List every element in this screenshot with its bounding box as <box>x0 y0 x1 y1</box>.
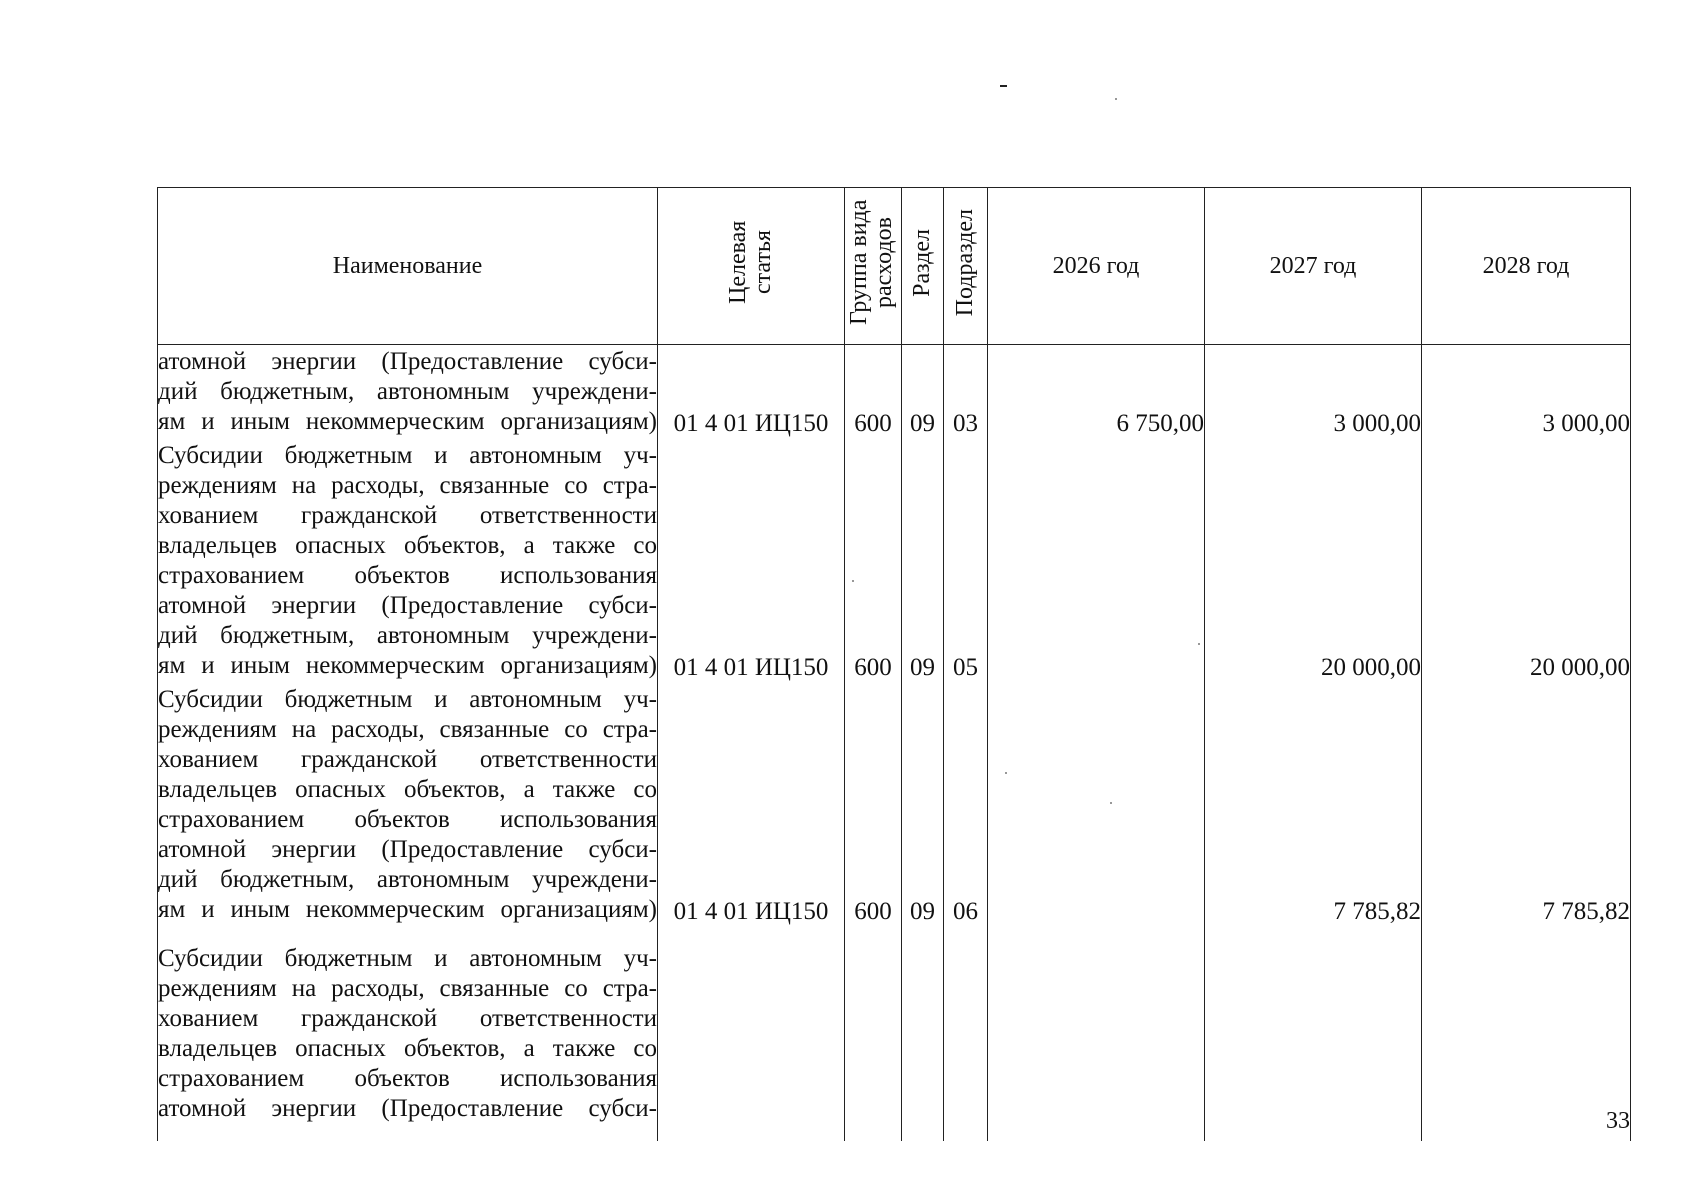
row-expense-group-value: 600 <box>854 410 892 437</box>
row-amount-2027 <box>1205 683 1422 927</box>
table-row <box>158 439 1631 683</box>
header-expense-group: Группа вида расходов <box>845 188 902 345</box>
row-amount-2026 <box>988 439 1205 683</box>
row-expense-group <box>845 927 902 1141</box>
row-amount-2026-value <box>988 927 1204 1141</box>
row-target-article <box>658 345 845 440</box>
name-line: ям и иным некоммерческим организациям) <box>158 896 657 923</box>
name-line: ям и иным некоммерческим организациям) <box>158 652 657 679</box>
row-amount-2027 <box>1205 345 1422 440</box>
name-line: хованием гражданской ответственности <box>158 502 657 529</box>
row-section <box>902 439 944 683</box>
row-section <box>902 927 944 1141</box>
name-line: реждениям на расходы, связанные со стра- <box>158 975 657 1002</box>
page-number: 33 <box>1606 1108 1630 1134</box>
row-amount-2026-value: 6 750,00 <box>1116 410 1204 437</box>
name-line: дий бюджетным, автономным учреждени- <box>158 622 657 649</box>
row-amount-2026-value <box>988 454 1204 668</box>
name-line: владельцев опасных объектов, а также со <box>158 532 657 559</box>
name-line: Субсидии бюджетным и автономным уч- <box>158 686 657 713</box>
row-subsection-value <box>944 927 987 1141</box>
row-amount-2027-value: 3 000,00 <box>1333 410 1421 437</box>
row-subsection <box>944 345 988 440</box>
row-expense-group-value <box>845 927 901 1141</box>
name-line: Субсидии бюджетным и автономным уч- <box>158 442 657 469</box>
row-amount-2027-value: 7 785,82 <box>1333 898 1421 925</box>
row-target-article <box>658 927 845 1141</box>
row-amount-2026 <box>988 345 1205 440</box>
row-amount-2027 <box>1205 439 1422 683</box>
name-line: атомной энергии (Предоставление субси- <box>158 348 657 375</box>
row-section-value <box>902 927 943 1141</box>
row-amount-2028-value: 3 000,00 <box>1542 410 1630 437</box>
row-subsection <box>944 927 988 1141</box>
name-line: дий бюджетным, автономным учреждени- <box>158 866 657 893</box>
row-amount-2028-value: 20 000,00 <box>1530 654 1630 681</box>
scan-speck <box>1115 98 1117 100</box>
table-row <box>158 345 1631 440</box>
header-subsection: Подраздел <box>944 188 988 345</box>
row-subsection <box>944 683 988 927</box>
table-header-row <box>158 188 1631 345</box>
row-target-article-value: 01 4 01 ИЦ150 <box>673 410 829 437</box>
row-section-value: 09 <box>910 898 935 925</box>
table-row <box>158 927 1631 1141</box>
row-amount-2026 <box>988 683 1205 927</box>
header-name: Наименование <box>158 188 658 345</box>
row-section-value: 09 <box>910 410 935 437</box>
row-target-article-value <box>658 927 844 1141</box>
budget-table <box>157 187 1631 1141</box>
row-amount-2028 <box>1422 345 1631 440</box>
header-year-2026: 2026 год <box>988 188 1205 345</box>
row-amount-2028 <box>1422 683 1631 927</box>
name-line: страхованием объектов использования <box>158 806 657 833</box>
row-amount-2028 <box>1422 439 1631 683</box>
row-name-cell <box>158 439 658 683</box>
name-line: реждениям на расходы, связанные со стра- <box>158 716 657 743</box>
row-expense-group-value: 600 <box>854 654 892 681</box>
row-target-article <box>658 439 845 683</box>
name-line: хованием гражданской ответственности <box>158 746 657 773</box>
name-line: Субсидии бюджетным и автономным уч- <box>158 945 657 972</box>
name-line: реждениям на расходы, связанные со стра- <box>158 472 657 499</box>
row-expense-group <box>845 345 902 440</box>
row-name-cell <box>158 345 658 440</box>
row-section <box>902 345 944 440</box>
name-line: атомной энергии (Предоставление субси- <box>158 592 657 619</box>
header-year-2027: 2027 год <box>1205 188 1422 345</box>
name-line: владельцев опасных объектов, а также со <box>158 1035 657 1062</box>
row-section-value: 09 <box>910 654 935 681</box>
name-line: хованием гражданской ответственности <box>158 1005 657 1032</box>
name-line: атомной энергии (Предоставление субси- <box>158 1095 657 1122</box>
name-line: дий бюджетным, автономным учреждени- <box>158 378 657 405</box>
row-name-cell <box>158 683 658 927</box>
row-target-article <box>658 683 845 927</box>
row-name-cell <box>158 927 658 1141</box>
row-section <box>902 683 944 927</box>
row-amount-2026 <box>988 927 1205 1141</box>
name-line: атомной энергии (Предоставление субси- <box>158 836 657 863</box>
row-target-article-value: 01 4 01 ИЦ150 <box>673 898 829 925</box>
name-line: ям и иным некоммерческим организациям) <box>158 408 657 435</box>
row-amount-2027-value <box>1205 927 1421 1141</box>
row-subsection <box>944 439 988 683</box>
name-line: страхованием объектов использования <box>158 562 657 589</box>
row-expense-group <box>845 439 902 683</box>
row-amount-2027-value: 20 000,00 <box>1321 654 1421 681</box>
row-target-article-value: 01 4 01 ИЦ150 <box>673 654 829 681</box>
name-line: владельцев опасных объектов, а также со <box>158 776 657 803</box>
row-expense-group-value: 600 <box>854 898 892 925</box>
header-year-2028: 2028 год <box>1422 188 1631 345</box>
row-subsection-value: 06 <box>953 898 978 925</box>
name-line: страхованием объектов использования <box>158 1065 657 1092</box>
row-expense-group <box>845 683 902 927</box>
row-subsection-value: 05 <box>953 654 978 681</box>
row-amount-2028-value <box>1422 927 1630 1141</box>
header-section: Раздел <box>902 188 944 345</box>
row-amount-2026-value <box>988 698 1204 912</box>
header-target-article: Целевая статья <box>658 188 845 345</box>
scan-mark <box>1000 85 1007 87</box>
row-amount-2028-value: 7 785,82 <box>1542 898 1630 925</box>
row-amount-2027 <box>1205 927 1422 1141</box>
table-row <box>158 683 1631 927</box>
row-subsection-value: 03 <box>953 410 978 437</box>
